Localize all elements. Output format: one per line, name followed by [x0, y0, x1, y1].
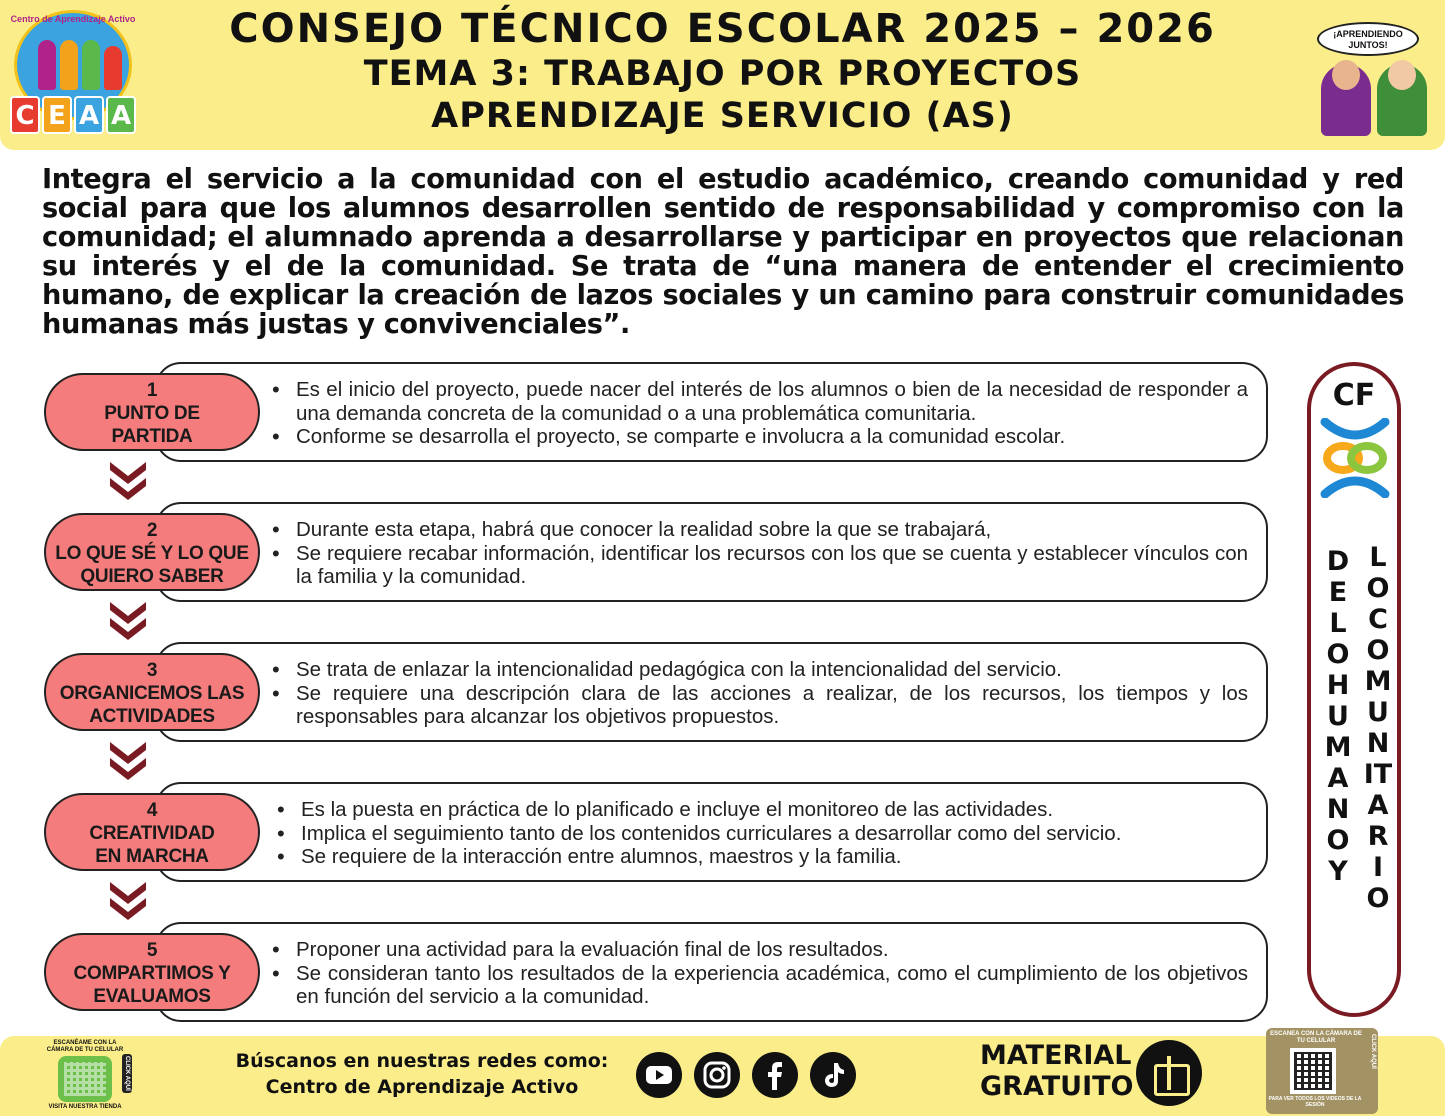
step-bullet: • Se requiere una descripción clara de las acciones a realizar, de los recursos, los tiempos y los responsables para alcanzar los objetivos propuestos.	[272, 682, 1248, 729]
material-line-2: GRATUITO	[980, 1071, 1134, 1102]
step-1-label	[44, 373, 260, 451]
step-title: PUNTO DE PARTIDA	[104, 403, 200, 447]
header-banner	[0, 0, 1445, 150]
youtube-icon[interactable]	[636, 1052, 682, 1098]
qr-code-icon	[1290, 1048, 1336, 1094]
speech-bubble: ¡APRENDIENDO JUNTOS!	[1317, 22, 1419, 56]
page-title: CONSEJO TÉCNICO ESCOLAR 2025 – 2026	[229, 6, 1216, 52]
panel-text-left: DE LO HUMANO Y	[1324, 546, 1352, 887]
videos-qr-code[interactable]	[1266, 1028, 1378, 1114]
step-bullet: • Es la puesta en práctica de lo planificado e incluye el monitoreo de las actividades.	[277, 798, 1253, 822]
step-2-box	[155, 502, 1268, 602]
chevron-down-icon	[106, 598, 150, 642]
step-title: CREATIVIDAD EN MARCHA	[89, 823, 215, 867]
intro-paragraph: Integra el servicio a la comunidad con el estudio académico, creando comunidad y red social para que los alumnos desarrollen sentido de responsabilidad y compromiso con la comunidad; el alumnado aprenda a desarrollarse y participar en proyectos que relacionan su interés y el de la comunidad. Se trata de “una manera de entender el crecimiento humano, de explicar la creación de lazos sociales y un camino para construir comunidades humanas más justas y convivenciales”.	[42, 164, 1404, 340]
chevron-down-icon	[106, 878, 150, 922]
step-2-bullets	[272, 518, 1248, 589]
social-icons	[636, 1052, 856, 1098]
page-subtitle: TEMA 3: TRABAJO POR PROYECTOS	[363, 54, 1082, 94]
step-bullet: • Proponer una actividad para la evaluación final de los resultados.	[272, 938, 1248, 962]
chevron-down-icon	[106, 738, 150, 782]
step-number: 1	[146, 380, 158, 401]
facebook-icon[interactable]	[752, 1052, 798, 1098]
step-1-bullets	[272, 378, 1248, 449]
step-bullet: • Conforme se desarrolla el proyecto, se comparte e involucra a la comunidad escolar.	[272, 425, 1248, 449]
mascot-man	[1377, 64, 1427, 136]
tiktok-icon[interactable]	[810, 1052, 856, 1098]
mascot-woman	[1321, 64, 1371, 136]
step-bullet: • Es el inicio del proyecto, puede nacer del interés de los alumnos o bien de la necesidad de responder a una demanda concreta de la comunidad o a una problemática comunitaria.	[272, 378, 1248, 425]
logo-ring-text: Centro de Aprendizaje Activo	[10, 14, 136, 24]
material-line-1: MATERIAL	[980, 1040, 1132, 1071]
step-bullet: • Implica el seguimiento tanto de los contenidos curriculares a desarrollar como del servicio.	[277, 822, 1253, 846]
qr-caption: ESCANÉAME CON LA CÁMARA DE TU CELULAR	[46, 1040, 124, 1053]
step-bullet: • Se requiere de la interacción entre alumnos, maestros y la familia.	[277, 845, 1253, 869]
step-bullet: • Se consideran tanto los resultados de la experiencia académica, como el cumplimiento de los objetivos en función del servicio a la comunidad.	[272, 962, 1248, 1009]
qr-bottom-caption: VISITA NUESTRA TIENDA	[48, 1104, 122, 1110]
step-number: 5	[146, 940, 158, 961]
step-title: COMPARTIMOS Y EVALUAMOS	[73, 963, 231, 1007]
store-qr-code[interactable]	[40, 1040, 130, 1114]
page-subtitle-2: APRENDIZAJE SERVICIO (AS)	[431, 96, 1014, 136]
qr-caption: ESCANEA CON LA CÁMARA DE TU CELULAR	[1270, 1031, 1362, 1044]
step-bullet: • Se trata de enlazar la intencionalidad pedagógica con la intencionalidad del servicio.	[272, 658, 1248, 682]
step-number: 3	[146, 660, 158, 681]
chevron-down-icon	[106, 458, 150, 502]
instagram-icon[interactable]	[694, 1052, 740, 1098]
gift-icon[interactable]	[1136, 1040, 1202, 1106]
campo-formativo-icon	[1319, 418, 1391, 498]
logo-letter: E	[42, 96, 72, 134]
step-5-bullets	[272, 938, 1248, 1009]
step-2-label	[44, 513, 260, 591]
heart-qr-icon	[58, 1056, 112, 1102]
step-1-box	[155, 362, 1268, 462]
step-3-bullets	[272, 658, 1248, 729]
click-tag: CLICK AQUÍ	[124, 1056, 130, 1091]
step-5-box	[155, 922, 1268, 1022]
step-bullet: • Durante esta etapa, habrá que conocer la realidad sobre la que se trabajará,	[272, 518, 1248, 542]
step-4-box	[155, 782, 1268, 882]
logo-letter: C	[10, 96, 40, 134]
mascots-illustration	[1315, 18, 1435, 136]
click-tag: CLICK AQUÍ	[1370, 1034, 1376, 1069]
step-4-label	[44, 793, 260, 871]
campo-formativo-panel	[1307, 362, 1401, 1017]
footer-banner	[0, 1031, 1445, 1116]
social-text	[226, 1048, 618, 1100]
step-number: 2	[146, 520, 158, 541]
step-title: ORGANICEMOS LAS ACTIVIDADES	[59, 683, 245, 727]
qr-bottom-caption: PARA VER TODOS LOS VIDEOS DE LA SESIÓN	[1268, 1096, 1362, 1108]
step-3-label	[44, 653, 260, 731]
step-5-label	[44, 933, 260, 1011]
step-bullet: • Se requiere recabar información, identificar los recursos con los que se cuenta y establecer vínculos con la familia y la comunidad.	[272, 542, 1248, 589]
free-material-label	[980, 1040, 1134, 1102]
logo-letter: A	[74, 96, 104, 134]
step-title: LO QUE SÉ Y LO QUE QUIERO SABER	[55, 543, 249, 587]
cf-label: CF	[1332, 378, 1376, 413]
social-line-2: Centro de Aprendizaje Activo	[265, 1076, 579, 1098]
logo-letter: A	[106, 96, 136, 134]
step-3-box	[155, 642, 1268, 742]
panel-text-right: LO COMUNITARIO	[1363, 542, 1393, 914]
step-number: 4	[146, 800, 158, 821]
step-4-bullets	[277, 798, 1253, 869]
social-line-1: Búscanos en nuestras redes como:	[235, 1050, 609, 1072]
